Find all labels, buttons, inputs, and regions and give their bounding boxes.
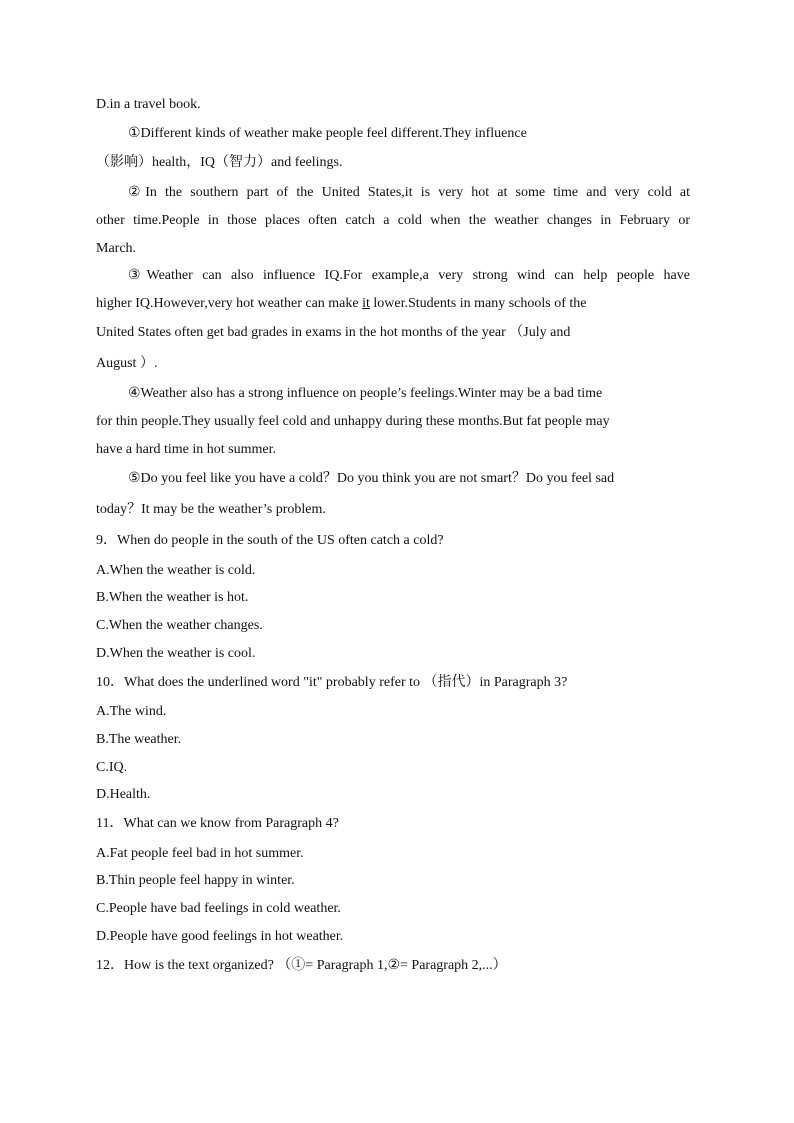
question-10-option-d: D.Health. <box>96 787 151 802</box>
paragraph-4-line-2: for thin people.They usually feel cold and unhappy during these months.But fat people may <box>96 414 610 429</box>
paragraph-4-line-3: have a hard time in hot summer. <box>96 442 277 457</box>
question-9-option-a: A.When the weather is cold. <box>96 563 256 578</box>
underlined-word-it: it <box>362 296 370 311</box>
question-10-option-b: B.The weather. <box>96 732 182 747</box>
question-11-option-c: C.People have bad feelings in cold weather. <box>96 901 341 916</box>
question-11-option-b: B.Thin people feel happy in winter. <box>96 873 295 888</box>
question-9-option-b: B.When the weather is hot. <box>96 590 249 605</box>
question-10-option-c: C.IQ. <box>96 760 128 775</box>
paragraph-4-line-1: ④Weather also has a strong influence on people’s feelings.Winter may be a bad time <box>128 386 603 401</box>
paragraph-2-line-1: ②In the southern part of the United States,it is very hot at some time and very cold at <box>128 185 690 200</box>
paragraph-3-line-2-part-b: lower.Students in many schools of the <box>369 296 587 311</box>
question-10: 10．What does the underlined word "it" probably refer to （指代）in Paragraph 3? <box>96 675 568 690</box>
paragraph-3-line-3: United States often get bad grades in exams in the hot months of the year （July and <box>96 325 571 340</box>
paragraph-1-line-2: （影响）health，IQ（智力）and feelings. <box>96 155 343 170</box>
paragraph-3-line-1: ③Weather can also influence IQ.For example,a very strong wind can help people have <box>128 268 690 283</box>
paragraph-2-line-2: other time.People in those places often catch a cold when the weather changes in February or <box>96 213 690 228</box>
paragraph-2-line-3: March. <box>96 241 137 256</box>
option-d-previous: D.in a travel book. <box>96 97 201 112</box>
question-9-option-d: D.When the weather is cool. <box>96 646 256 661</box>
paragraph-3-line-2 <box>96 295 586 313</box>
paragraph-5-line-2: today？It may be the weather’s problem. <box>96 502 326 517</box>
question-11-option-d: D.People have good feelings in hot weather. <box>96 929 344 944</box>
paragraph-3-line-4: August ）. <box>96 356 158 371</box>
paragraph-1-line-1: ①Different kinds of weather make people feel different.They influence <box>128 126 527 141</box>
question-11: 11．What can we know from Paragraph 4? <box>96 816 339 831</box>
paragraph-5-line-1: ⑤Do you feel like you have a cold？Do you think you are not smart？Do you feel sad <box>128 471 615 486</box>
paragraph-3-line-2-part-a: higher IQ.However,very hot weather can make <box>96 296 363 311</box>
question-9-option-c: C.When the weather changes. <box>96 618 263 633</box>
question-9: 9．When do people in the south of the US often catch a cold? <box>96 533 444 548</box>
question-10-option-a: A.The wind. <box>96 704 167 719</box>
question-12: 12．How is the text organized? （①= Paragraph 1,②= Paragraph 2,...） <box>96 958 507 973</box>
question-11-option-a: A.Fat people feel bad in hot summer. <box>96 846 304 861</box>
